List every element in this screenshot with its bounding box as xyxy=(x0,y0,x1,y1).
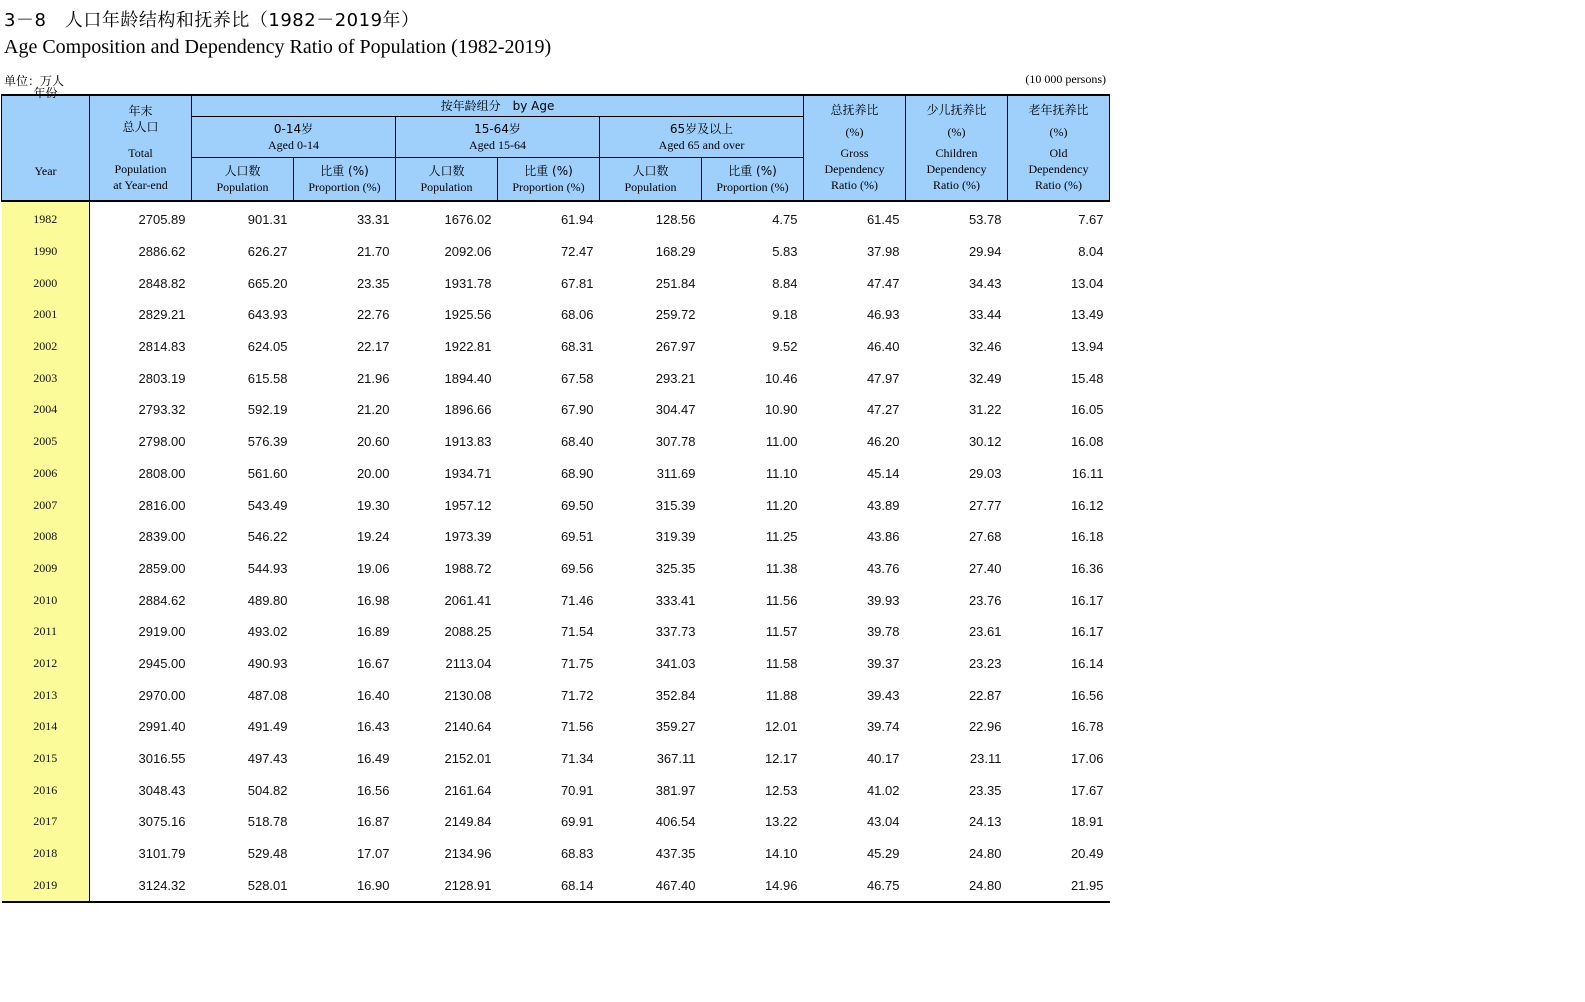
cell-pop-65-over: 251.84 xyxy=(655,275,696,291)
header-gross-pct: (%) xyxy=(845,124,864,139)
cell-prop-65-over: 5.83 xyxy=(772,244,798,260)
cell-prop-65-over: 12.01 xyxy=(764,719,798,735)
cell-total-population: 2829.21 xyxy=(138,307,186,323)
table-row xyxy=(2,616,1110,648)
cell-pop-65-over: 259.72 xyxy=(655,307,696,323)
cell-old-ratio: 16.08 xyxy=(1070,434,1104,450)
cell-prop-15-64: 61.94 xyxy=(560,212,594,228)
cell-pop-15-64: 1973.39 xyxy=(444,529,492,545)
age-composition-table xyxy=(1,86,1110,903)
cell-gross-ratio: 43.86 xyxy=(866,529,900,545)
cell-pop-15-64: 1934.71 xyxy=(444,465,492,481)
cell-old-ratio: 15.48 xyxy=(1070,370,1104,386)
cell-old-ratio: 13.49 xyxy=(1070,307,1104,323)
cell-pop-0-14: 624.05 xyxy=(247,339,288,355)
table-row xyxy=(2,201,1110,236)
cell-prop-65-over: 11.56 xyxy=(765,592,798,608)
cell-total-population: 2884.62 xyxy=(138,592,186,608)
cell-total-population: 2808.00 xyxy=(138,465,186,481)
cell-old-ratio: 16.78 xyxy=(1070,719,1104,735)
cell-gross-ratio: 43.89 xyxy=(866,497,900,513)
cell-children-ratio: 23.76 xyxy=(968,592,1002,608)
cell-prop-15-64: 68.40 xyxy=(560,434,594,450)
cell-pop-0-14: 665.20 xyxy=(247,275,288,291)
cell-children-ratio: 27.68 xyxy=(968,529,1002,545)
cell-prop-0-14: 16.56 xyxy=(356,782,390,798)
cell-pop-15-64: 2161.64 xyxy=(444,782,492,798)
cell-gross-ratio: 45.29 xyxy=(866,846,900,862)
cell-prop-65-over: 12.53 xyxy=(764,782,798,798)
cell-pop-15-64: 2149.84 xyxy=(444,814,492,830)
cell-year: 2003 xyxy=(2,362,90,394)
cell-gross-ratio: 43.04 xyxy=(866,814,900,830)
cell-prop-15-64: 71.34 xyxy=(560,751,594,767)
cell-year: 2010 xyxy=(2,584,90,616)
cell-prop-15-64: 67.81 xyxy=(560,275,594,291)
cell-children-ratio: 29.94 xyxy=(968,244,1002,260)
header-group-15-64: 15-64岁 Aged 15-64 xyxy=(396,117,600,158)
cell-year: 2012 xyxy=(2,648,90,680)
cell-prop-65-over: 11.20 xyxy=(765,497,798,513)
cell-prop-65-over: 13.22 xyxy=(764,814,798,830)
cell-pop-15-64: 1896.66 xyxy=(444,402,492,418)
cell-prop-0-14: 21.96 xyxy=(356,370,390,386)
cell-prop-0-14: 16.67 xyxy=(356,655,390,671)
cell-pop-15-64: 2134.96 xyxy=(444,846,492,862)
cell-children-ratio: 24.13 xyxy=(968,814,1002,830)
cell-pop-0-14: 497.43 xyxy=(247,751,288,767)
cell-year: 2015 xyxy=(2,743,90,775)
header-year xyxy=(2,86,90,201)
cell-year: 1982 xyxy=(2,201,90,236)
cell-total-population: 3101.79 xyxy=(138,846,186,862)
table-row xyxy=(2,267,1110,299)
cell-prop-65-over: 4.75 xyxy=(772,212,798,228)
header-old-en: Old Dependency Ratio (%) xyxy=(1028,146,1089,192)
cell-prop-0-14: 16.90 xyxy=(294,869,396,902)
cell-children-ratio: 27.40 xyxy=(968,560,1002,576)
cell-pop-65-over: 267.97 xyxy=(655,339,696,355)
table-row xyxy=(2,236,1110,268)
cell-children-ratio: 23.35 xyxy=(968,782,1002,798)
cell-prop-65-over: 11.25 xyxy=(765,529,798,545)
cell-pop-0-14: 643.93 xyxy=(247,307,288,323)
cell-total-population: 2945.00 xyxy=(138,655,186,671)
table-row xyxy=(2,711,1110,743)
header-group-0-14: 0-14岁 Aged 0-14 xyxy=(192,117,396,158)
cell-pop-15-64: 2092.06 xyxy=(444,244,492,260)
cell-gross-ratio: 39.37 xyxy=(866,655,900,671)
cell-pop-65-over: 319.39 xyxy=(655,529,696,545)
cell-pop-65-over: 307.78 xyxy=(655,434,696,450)
cell-old-ratio: 16.14 xyxy=(1070,655,1104,671)
header-old-cn: 老年抚养比 xyxy=(1028,103,1089,117)
cell-prop-15-64: 69.51 xyxy=(560,529,594,545)
cell-year: 2019 xyxy=(2,869,90,902)
cell-prop-15-64: 71.72 xyxy=(560,687,594,703)
cell-pop-0-14: 615.58 xyxy=(247,370,288,386)
cell-prop-15-64: 68.83 xyxy=(560,846,594,862)
cell-old-ratio: 7.67 xyxy=(1078,212,1104,228)
table-row xyxy=(2,331,1110,363)
cell-old-ratio: 8.04 xyxy=(1078,244,1104,260)
cell-pop-65-over: 467.40 xyxy=(600,869,702,902)
cell-pop-0-14: 487.08 xyxy=(247,687,288,703)
cell-prop-15-64: 72.47 xyxy=(560,244,594,260)
cell-total-population: 2991.40 xyxy=(138,719,186,735)
table-row xyxy=(2,521,1110,553)
cell-prop-15-64: 68.31 xyxy=(560,339,594,355)
cell-total-population: 2793.32 xyxy=(138,402,186,418)
header-year-en: Year xyxy=(34,164,57,178)
cell-children-ratio: 24.80 xyxy=(906,869,1008,902)
cell-old-ratio: 16.56 xyxy=(1070,687,1104,703)
cell-old-ratio: 13.94 xyxy=(1070,339,1104,355)
cell-prop-65-over: 14.96 xyxy=(702,869,804,902)
cell-children-ratio: 32.49 xyxy=(968,370,1002,386)
cell-prop-0-14: 23.35 xyxy=(356,275,390,291)
cell-pop-65-over: 325.35 xyxy=(655,560,696,576)
cell-children-ratio: 29.03 xyxy=(968,465,1002,481)
cell-children-ratio: 23.61 xyxy=(968,624,1002,640)
cell-pop-0-14: 626.27 xyxy=(247,244,288,260)
unit-label-en: (10 000 persons) xyxy=(1025,72,1106,86)
cell-year: 2000 xyxy=(2,267,90,299)
cell-pop-0-14: 528.01 xyxy=(192,869,294,902)
cell-prop-65-over: 8.84 xyxy=(772,275,798,291)
cell-prop-15-64: 71.56 xyxy=(560,719,594,735)
table-row xyxy=(2,584,1110,616)
header-children-en: Children Dependency Ratio (%) xyxy=(926,146,987,192)
table-row xyxy=(2,869,1110,902)
cell-prop-65-over: 11.10 xyxy=(765,465,798,481)
header-by-age: 按年龄组分 by Age xyxy=(192,95,804,117)
cell-pop-0-14: 493.02 xyxy=(247,624,288,640)
cell-prop-0-14: 16.49 xyxy=(356,751,390,767)
cell-total-population: 2814.83 xyxy=(138,339,186,355)
cell-pop-15-64: 1988.72 xyxy=(444,560,492,576)
header-prop-0-14: 比重 (%) Proportion (%) xyxy=(294,158,396,202)
table-row xyxy=(2,299,1110,331)
cell-total-population: 2859.00 xyxy=(138,560,186,576)
header-children-dependency xyxy=(906,95,1008,201)
cell-pop-15-64: 2061.41 xyxy=(444,592,492,608)
cell-pop-0-14: 546.22 xyxy=(247,529,288,545)
cell-old-ratio: 16.11 xyxy=(1071,465,1104,481)
header-gross-dependency xyxy=(804,95,906,201)
cell-pop-0-14: 518.78 xyxy=(247,814,288,830)
cell-year: 2004 xyxy=(2,394,90,426)
header-pop-0-14: 人口数 Population xyxy=(192,158,294,202)
cell-children-ratio: 23.23 xyxy=(968,655,1002,671)
cell-children-ratio: 24.80 xyxy=(968,846,1002,862)
cell-gross-ratio: 39.78 xyxy=(866,624,900,640)
cell-pop-65-over: 168.29 xyxy=(655,244,696,260)
cell-pop-15-64: 1676.02 xyxy=(444,212,492,228)
cell-total-population: 2886.62 xyxy=(138,244,186,260)
cell-gross-ratio: 39.93 xyxy=(866,592,900,608)
table-row xyxy=(2,426,1110,458)
cell-prop-15-64: 69.50 xyxy=(560,497,594,513)
cell-gross-ratio: 47.47 xyxy=(866,275,900,291)
cell-pop-65-over: 315.39 xyxy=(655,497,696,513)
header-prop-15-64: 比重 (%) Proportion (%) xyxy=(498,158,600,202)
cell-total-population: 2798.00 xyxy=(138,434,186,450)
cell-year: 2018 xyxy=(2,838,90,870)
cell-children-ratio: 31.22 xyxy=(968,402,1002,418)
cell-prop-15-64: 68.90 xyxy=(560,465,594,481)
table-row xyxy=(2,553,1110,585)
cell-pop-65-over: 128.56 xyxy=(655,212,696,228)
cell-gross-ratio: 46.20 xyxy=(866,434,900,450)
cell-total-population: 2803.19 xyxy=(138,370,186,386)
cell-gross-ratio: 46.75 xyxy=(804,869,906,902)
cell-pop-0-14: 491.49 xyxy=(247,719,288,735)
cell-gross-ratio: 47.97 xyxy=(866,370,900,386)
cell-children-ratio: 32.46 xyxy=(968,339,1002,355)
cell-year: 1990 xyxy=(2,236,90,268)
cell-pop-15-64: 1931.78 xyxy=(444,275,492,291)
cell-prop-65-over: 9.18 xyxy=(772,307,798,323)
cell-gross-ratio: 45.14 xyxy=(866,465,900,481)
cell-pop-0-14: 529.48 xyxy=(247,846,288,862)
cell-prop-0-14: 20.60 xyxy=(356,434,390,450)
cell-total-population: 2919.00 xyxy=(138,624,186,640)
cell-pop-15-64: 1913.83 xyxy=(444,434,492,450)
cell-pop-0-14: 592.19 xyxy=(247,402,288,418)
cell-pop-15-64: 1922.81 xyxy=(444,339,492,355)
cell-prop-0-14: 16.98 xyxy=(356,592,390,608)
cell-old-ratio: 16.17 xyxy=(1070,592,1104,608)
cell-pop-65-over: 367.11 xyxy=(656,751,696,767)
cell-year: 2002 xyxy=(2,331,90,363)
header-children-pct: (%) xyxy=(947,124,966,139)
header-prop-65-over: 比重 (%) Proportion (%) xyxy=(702,158,804,202)
cell-gross-ratio: 39.43 xyxy=(866,687,900,703)
cell-pop-65-over: 352.84 xyxy=(655,687,696,703)
cell-pop-15-64: 1957.12 xyxy=(444,497,492,513)
table-row xyxy=(2,679,1110,711)
cell-pop-0-14: 901.31 xyxy=(247,212,288,228)
cell-total-population: 2705.89 xyxy=(138,212,186,228)
cell-prop-0-14: 16.89 xyxy=(356,624,390,640)
cell-prop-0-14: 20.00 xyxy=(356,465,390,481)
page-title-cn: 3－8 人口年龄结构和抚养比（1982－2019年） xyxy=(4,10,420,31)
header-total-en: Total Population at Year-end xyxy=(113,146,168,192)
cell-pop-65-over: 437.35 xyxy=(655,846,696,862)
cell-children-ratio: 33.44 xyxy=(968,307,1002,323)
cell-prop-0-14: 19.06 xyxy=(356,560,390,576)
cell-prop-0-14: 19.30 xyxy=(356,497,390,513)
cell-gross-ratio: 41.02 xyxy=(866,782,900,798)
cell-pop-0-14: 490.93 xyxy=(247,655,288,671)
cell-year: 2006 xyxy=(2,458,90,490)
cell-prop-15-64: 70.91 xyxy=(560,782,594,798)
cell-pop-0-14: 544.93 xyxy=(247,560,288,576)
cell-gross-ratio: 46.40 xyxy=(866,339,900,355)
header-old-dependency xyxy=(1008,95,1110,201)
header-gross-en: Gross Dependency Ratio (%) xyxy=(824,146,885,192)
cell-old-ratio: 17.06 xyxy=(1070,751,1104,767)
header-total-cn: 年末 总人口 xyxy=(122,104,159,134)
cell-prop-65-over: 12.17 xyxy=(764,751,798,767)
table-row xyxy=(2,806,1110,838)
cell-year: 2001 xyxy=(2,299,90,331)
cell-prop-65-over: 11.58 xyxy=(765,655,798,671)
cell-prop-65-over: 11.38 xyxy=(765,560,798,576)
cell-year: 2013 xyxy=(2,679,90,711)
cell-pop-15-64: 2152.01 xyxy=(444,751,492,767)
cell-prop-15-64: 68.06 xyxy=(560,307,594,323)
cell-prop-15-64: 68.14 xyxy=(498,869,600,902)
table-row xyxy=(2,458,1110,490)
table-row xyxy=(2,648,1110,680)
table-row xyxy=(2,838,1110,870)
cell-pop-0-14: 489.80 xyxy=(247,592,288,608)
cell-pop-15-64: 2113.04 xyxy=(445,655,492,671)
cell-children-ratio: 34.43 xyxy=(968,275,1002,291)
cell-pop-15-64: 2088.25 xyxy=(444,624,492,640)
cell-prop-65-over: 10.46 xyxy=(764,370,798,386)
cell-prop-65-over: 9.52 xyxy=(772,339,798,355)
cell-prop-0-14: 21.70 xyxy=(356,244,390,260)
cell-prop-65-over: 14.10 xyxy=(764,846,798,862)
header-year-cn: 年份 xyxy=(33,86,58,100)
cell-prop-0-14: 16.40 xyxy=(356,687,390,703)
cell-pop-65-over: 341.03 xyxy=(655,655,696,671)
cell-pop-15-64: 1925.56 xyxy=(444,307,492,323)
cell-total-population: 2848.82 xyxy=(138,275,186,291)
cell-prop-65-over: 11.88 xyxy=(765,687,798,703)
cell-year: 2016 xyxy=(2,774,90,806)
unit-label-cn: 单位：万人 xyxy=(4,74,65,88)
cell-children-ratio: 23.11 xyxy=(969,751,1002,767)
cell-total-population: 2839.00 xyxy=(138,529,186,545)
cell-prop-0-14: 19.24 xyxy=(356,529,390,545)
cell-prop-15-64: 71.46 xyxy=(560,592,594,608)
cell-prop-0-14: 17.07 xyxy=(356,846,390,862)
cell-year: 2011 xyxy=(2,616,90,648)
cell-prop-65-over: 11.57 xyxy=(765,624,798,640)
cell-old-ratio: 16.18 xyxy=(1070,529,1104,545)
cell-prop-0-14: 16.43 xyxy=(356,719,390,735)
cell-year: 2017 xyxy=(2,806,90,838)
cell-prop-0-14: 33.31 xyxy=(356,212,390,228)
cell-pop-0-14: 576.39 xyxy=(247,434,288,450)
cell-old-ratio: 16.05 xyxy=(1070,402,1104,418)
header-pop-65-over: 人口数 Population xyxy=(600,158,702,202)
cell-prop-65-over: 11.00 xyxy=(765,434,798,450)
table-row xyxy=(2,743,1110,775)
cell-prop-65-over: 10.90 xyxy=(764,402,798,418)
cell-pop-15-64: 2128.91 xyxy=(396,869,498,902)
page-title-en: Age Composition and Dependency Ratio of Population (1982-2019) xyxy=(4,36,552,58)
cell-gross-ratio: 40.17 xyxy=(866,751,900,767)
header-group-65-over: 65岁及以上 Aged 65 and over xyxy=(600,117,804,158)
cell-prop-0-14: 16.87 xyxy=(356,814,390,830)
cell-total-population: 3048.43 xyxy=(138,782,186,798)
cell-old-ratio: 16.17 xyxy=(1070,624,1104,640)
cell-prop-0-14: 22.17 xyxy=(356,339,390,355)
cell-gross-ratio: 47.27 xyxy=(866,402,900,418)
cell-pop-65-over: 359.27 xyxy=(655,719,696,735)
table-row xyxy=(2,774,1110,806)
cell-prop-15-64: 67.90 xyxy=(560,402,594,418)
cell-pop-15-64: 2130.08 xyxy=(444,687,492,703)
cell-pop-65-over: 293.21 xyxy=(655,370,696,386)
cell-children-ratio: 53.78 xyxy=(968,212,1002,228)
cell-pop-65-over: 311.69 xyxy=(656,465,696,481)
cell-gross-ratio: 39.74 xyxy=(866,719,900,735)
cell-total-population: 3124.32 xyxy=(90,869,192,902)
cell-prop-15-64: 71.54 xyxy=(560,624,594,640)
cell-old-ratio: 16.36 xyxy=(1070,560,1104,576)
cell-total-population: 2816.00 xyxy=(138,497,186,513)
cell-prop-0-14: 22.76 xyxy=(356,307,390,323)
cell-old-ratio: 21.95 xyxy=(1008,869,1110,902)
cell-year: 2009 xyxy=(2,553,90,585)
cell-pop-0-14: 543.49 xyxy=(247,497,288,513)
table-row xyxy=(2,489,1110,521)
cell-pop-65-over: 337.73 xyxy=(655,624,696,640)
header-total-population xyxy=(90,95,192,201)
cell-gross-ratio: 61.45 xyxy=(866,212,900,228)
cell-prop-0-14: 21.20 xyxy=(356,402,390,418)
header-old-pct: (%) xyxy=(1049,124,1068,139)
cell-prop-15-64: 71.75 xyxy=(560,655,594,671)
header-pop-15-64: 人口数 Population xyxy=(396,158,498,202)
cell-children-ratio: 22.96 xyxy=(968,719,1002,735)
cell-gross-ratio: 46.93 xyxy=(866,307,900,323)
cell-pop-65-over: 333.41 xyxy=(655,592,696,608)
cell-children-ratio: 22.87 xyxy=(968,687,1002,703)
header-gross-cn: 总抚养比 xyxy=(830,103,879,117)
cell-old-ratio: 16.12 xyxy=(1070,497,1104,513)
cell-pop-65-over: 381.97 xyxy=(655,782,696,798)
cell-children-ratio: 30.12 xyxy=(968,434,1002,450)
cell-pop-15-64: 1894.40 xyxy=(444,370,492,386)
cell-old-ratio: 13.04 xyxy=(1070,275,1104,291)
cell-gross-ratio: 43.76 xyxy=(866,560,900,576)
cell-total-population: 3016.55 xyxy=(138,751,186,767)
cell-pop-0-14: 561.60 xyxy=(247,465,288,481)
cell-old-ratio: 17.67 xyxy=(1070,782,1104,798)
table-body xyxy=(2,201,1110,902)
table-row xyxy=(2,394,1110,426)
cell-old-ratio: 20.49 xyxy=(1070,846,1104,862)
cell-year: 2008 xyxy=(2,521,90,553)
cell-gross-ratio: 37.98 xyxy=(866,244,900,260)
cell-total-population: 3075.16 xyxy=(138,814,186,830)
cell-prop-15-64: 69.56 xyxy=(560,560,594,576)
cell-total-population: 2970.00 xyxy=(138,687,186,703)
cell-pop-15-64: 2140.64 xyxy=(444,719,492,735)
cell-prop-15-64: 69.91 xyxy=(560,814,594,830)
cell-old-ratio: 18.91 xyxy=(1070,814,1104,830)
cell-children-ratio: 27.77 xyxy=(968,497,1002,513)
cell-pop-65-over: 406.54 xyxy=(655,814,696,830)
cell-year: 2005 xyxy=(2,426,90,458)
cell-year: 2007 xyxy=(2,489,90,521)
header-children-cn: 少儿抚养比 xyxy=(926,103,987,117)
cell-year: 2014 xyxy=(2,711,90,743)
cell-pop-0-14: 504.82 xyxy=(247,782,288,798)
table-row xyxy=(2,362,1110,394)
cell-pop-65-over: 304.47 xyxy=(655,402,696,418)
cell-prop-15-64: 67.58 xyxy=(560,370,594,386)
